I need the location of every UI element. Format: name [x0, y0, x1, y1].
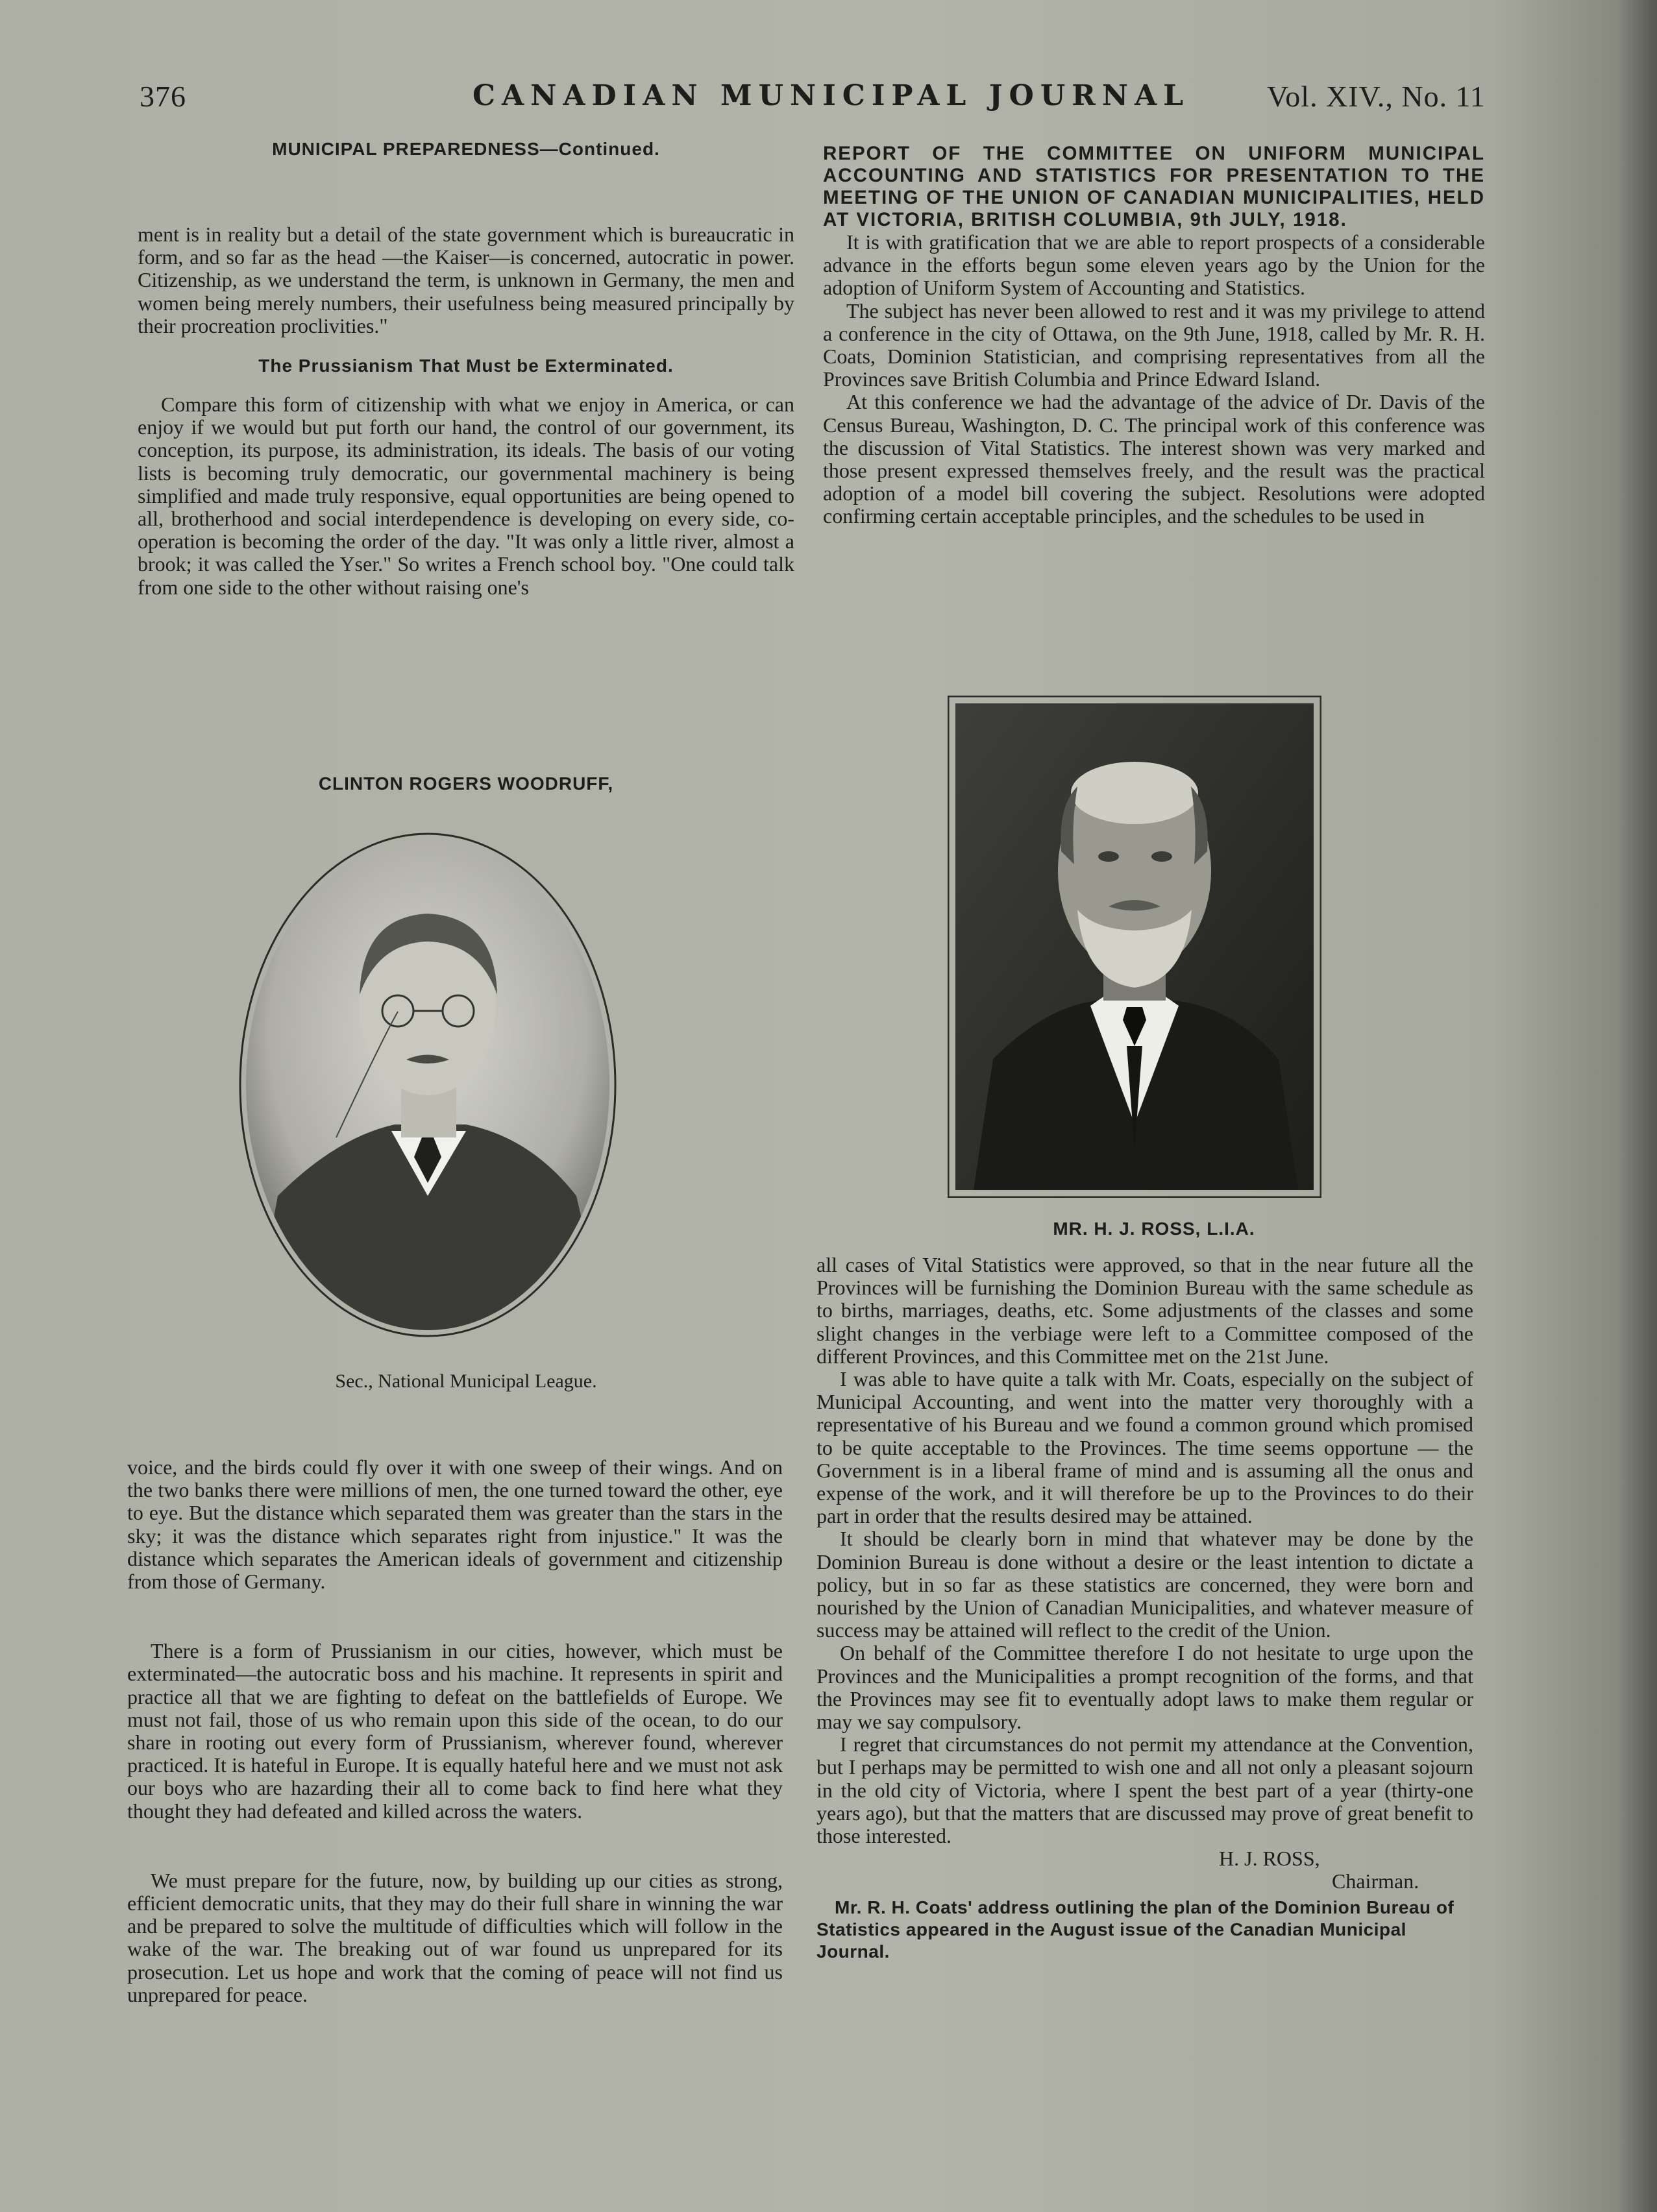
left-para-2: Compare this form of citizenship with what we enjoy in America, or can enjoy if we would but put forth our hand, the control of our government, its conception, its purpose, its administration, its ideals. The basis of our voting lists is becoming truly democratic, our governmental machinery is being simplified and made truly responsive, equal opportunities are being opened to all, brotherhood and social interdependence is developing on every side, co-operation is becoming the order of the day. "It was only a little river, almost a brook; it was called the Yser." So writes a French school boy. "One could talk from one side to the other without raising one's [138, 393, 794, 599]
right-para-8: I regret that circumstances do not permit my attendance at the Convention, but I perhaps may be permitted to wish one and all not only a pleasant sojourn in the old city of Victoria, where I spent the best part of a year (thirty-one years ago), but that the matters that are discussed may prove of great benefit to those interested. [816, 1732, 1473, 1848]
right-para-3: At this conference we had the advantage of the advice of Dr. Davis of the Census Bureau, Washington, D. C. The principal work of this conference was the discussion of Vital Statistics. The interest shown was very marked and those present expressed themselves freely, and the result was the practical adoption of a model bill covering the subject. Resolutions were adopted confirming certain acceptable principles, and the schedules to be used in [823, 390, 1485, 528]
report-heading: REPORT OF THE COMMITTEE ON UNIFORM MUNICIPAL ACCOUNTING AND STATISTICS FOR PRESENTATION TO THE MEETING OF THE UNION OF CANADIAN MUNICIPALITIES, HELD AT VICTORIA, BRITISH COLUMBIA, 9th JULY, 1918. [823, 143, 1485, 230]
right-para-7: On behalf of the Committee therefore I do not hesitate to urge upon the Provinces and the Municipalities a prompt recognition of the forms, and that the Provinces may see fit to eventually adopt laws to make them regular or may we say compulsory. [816, 1641, 1473, 1734]
left-para-1: ment is in reality but a detail of the state government which is bureaucratic in form, and so far as the head —the Kaiser—is concerned, autocratic in power. Citizenship, as we understand the term, is unknown in Germany, the men and women being merely numbers, their usefulness being measured principally by their procreation proclivities." [138, 223, 794, 337]
right-para-2: The subject has never been allowed to rest and it was my privilege to attend a conference in the city of Ottawa, on the 9th June, 1918, called by Mr. R. H. Coats, Dominion Statistician, and comprising representatives from all the Provinces save British Columbia and Prince Edward Island. [823, 298, 1485, 391]
woodruff-portrait [239, 833, 617, 1337]
left-para-3: voice, and the birds could fly over it with one sweep of their wings. And on the two banks there were millions of men, the one turned toward the other, eye to eye. But the distance which separated them was greater than the stars in the sky; it was the distance which separates right from injustice." It was the distance which separates the American ideals of government and citizenship from those of Germany. [127, 1455, 783, 1594]
journal-title: CANADIAN MUNICIPAL JOURNAL [473, 79, 1190, 112]
page-number: 376 [140, 80, 186, 113]
signature-name: H. J. ROSS, [1219, 1847, 1320, 1871]
left-portrait-block [138, 773, 794, 794]
volume-label: Vol. XIV., No. 11 [1267, 80, 1486, 113]
right-para-5: I was able to have quite a talk with Mr. Coats, especially on the subject of Municipal Accounting, and went into the matter very thoroughly with a representative of his Bureau and we found a common ground which promised to be quite acceptable to the Provinces. The time seems opportune — the Government is in a liberal frame of mind and is assuming all the onus and expense of the work, and it will therefore be up to the Provinces to do their part in order that the results desired may be attained. [816, 1367, 1473, 1528]
page-spine-shadow [1618, 0, 1657, 2212]
right-para-4: all cases of Vital Statistics were approved, so that in the near future all the Provinces will be furnishing the Dominion Bureau with the same schedule as to births, marriages, deaths, etc. Some adjustments of the classes and some slight changes in the verbiage were left to a Committee composed of the different Provinces, and this Committee met on the 21st June. [816, 1253, 1473, 1368]
ross-caption-block [823, 1219, 1485, 1239]
right-para-6: It should be clearly born in mind that whatever may be done by the Dominion Bureau is done without a desire or the least intention to dictate a policy, but in so far as these statistics are concerned, they were born and nourished by the Union of Canadian Municipalities, and whatever measure of success may be attained will reflect to the credit of the Union. [816, 1527, 1473, 1642]
portrait-name-woodruff: CLINTON ROGERS WOODRUFF, [318, 773, 614, 794]
section-heading: MUNICIPAL PREPAREDNESS—Continued. [272, 139, 660, 159]
right-para-1: It is with gratification that we are able to report prospects of a considerable advance in the efforts begun some eleven years ago by the Union for the adoption of Uniform System of Accounting and Statistics. [823, 230, 1485, 300]
ross-portrait [948, 696, 1321, 1198]
woodruff-caption: Sec., National Municipal League. [335, 1370, 597, 1392]
signature-title: Chairman. [1332, 1869, 1419, 1893]
left-column-bottom [127, 1456, 783, 2006]
right-column-top [823, 143, 1485, 528]
left-column-top [138, 139, 794, 599]
closing-note: Mr. R. H. Coats' address outlining the plan of the Dominion Bureau of Statistics appeared in the August issue of the Canadian Municipal Journal. [816, 1897, 1454, 1962]
right-column-bottom [816, 1254, 1473, 1963]
left-para-4: There is a form of Prussianism in our cities, however, which must be exterminated—the autocratic boss and his machine. It represents in spirit and practice all that we are fighting to defeat on the battlefields of Europe. We must not fail, those of us who remain upon this side of the ocean, to do our share in rooting out every form of Prussianism, wherever found, wherever practiced. It is hateful in Europe. It is equally hateful here and we must not ask our boys who are hazarding their all to come back to find here what they thought they had defeated and killed across the waters. [127, 1639, 783, 1823]
woodruff-caption-block [138, 1370, 794, 1392]
left-para-5: We must prepare for the future, now, by building up our cities as strong, efficient democratic units, that they may do their full share in winning the war and be prepared to solve the multitude of difficulties which will follow in the wake of the war. The breaking out of war found us unprepared for its prosecution. Let us hope and work that the coming of peace will not find us unprepared for peace. [127, 1868, 783, 2006]
ross-caption: MR. H. J. ROSS, L.I.A. [1053, 1219, 1255, 1239]
left-subheading: The Prussianism That Must be Exterminated. [258, 356, 674, 376]
